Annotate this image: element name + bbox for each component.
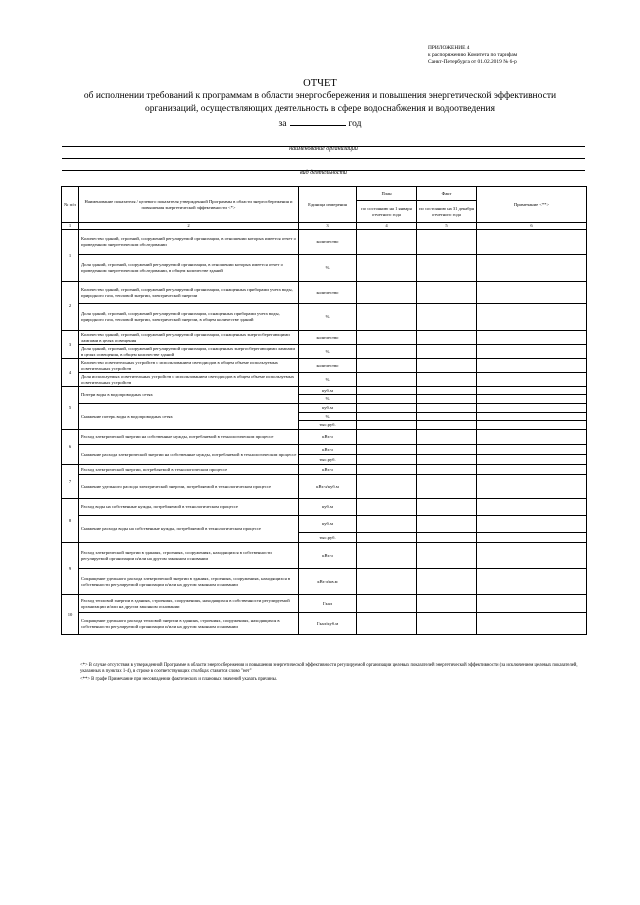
year-prefix: за [278, 119, 287, 129]
table-row [62, 613, 587, 635]
footnote-2: <**> В графе Примечание при несовпадении фактических и плановых значений указать причины. [80, 676, 277, 682]
fact-cell[interactable] [417, 345, 477, 359]
fact-cell[interactable] [417, 516, 477, 533]
note-cell[interactable] [477, 395, 587, 404]
indicator-name: Расход тепловой энергии в зданиях, строениях, сооружениях, находящихся в собственности регулируемой организации и/или на другом законном основании [79, 595, 299, 613]
plan-cell[interactable] [357, 282, 417, 304]
plan-cell[interactable] [357, 404, 417, 413]
table-row [62, 404, 587, 413]
fact-cell[interactable] [417, 445, 477, 455]
fact-cell[interactable] [417, 359, 477, 373]
table-row [62, 430, 587, 445]
row-number: 3 [62, 331, 79, 359]
table-row [62, 569, 587, 595]
table-row [62, 543, 587, 569]
indicator-name: Количество зданий, строений, сооружений регулируемой организации, в отношении которых имеется отчет о проведенном энергетическом обследовании [79, 230, 299, 255]
row-number: 7 [62, 465, 79, 499]
header-num: № п/п [62, 187, 79, 223]
table-row [62, 445, 587, 455]
note-cell[interactable] [477, 499, 587, 516]
row-number: 5 [62, 387, 79, 430]
plan-cell[interactable] [357, 569, 417, 595]
table-row [62, 345, 587, 359]
note-cell[interactable] [477, 255, 587, 282]
plan-cell[interactable] [357, 516, 417, 533]
plan-cell[interactable] [357, 359, 417, 373]
indicator-name: Расход воды на собственные нужды, потребляемой в технологическом процессе [79, 499, 299, 516]
row-number: 9 [62, 543, 79, 595]
appendix-date: Санкт-Петербурга от 01.02.2019 № 6-р [428, 59, 517, 66]
indicator-name: Снижение расхода электрической энергии на собственные нужды, потребляемой в технологическом процессе [79, 445, 299, 465]
unit-cell: % [299, 373, 357, 387]
plan-cell[interactable] [357, 230, 417, 255]
fact-cell[interactable] [417, 404, 477, 413]
note-cell[interactable] [477, 404, 587, 413]
fact-cell[interactable] [417, 255, 477, 282]
plan-cell[interactable] [357, 455, 417, 465]
fact-cell[interactable] [417, 387, 477, 395]
fact-cell[interactable] [417, 230, 477, 255]
fact-cell[interactable] [417, 569, 477, 595]
unit-cell: куб.м [299, 404, 357, 413]
plan-cell[interactable] [357, 304, 417, 331]
appendix-block [428, 45, 628, 67]
report-title: ОТЧЕТ [303, 78, 337, 89]
table-row [62, 373, 587, 387]
indicator-name: Снижение потерь воды в водопроводных сетях [79, 404, 299, 430]
table-row [62, 230, 587, 255]
indicator-name: Доля зданий, строений, сооружений регулируемой организации, в отношении которых имеется отчет о проведенном энергетическом обследовании, в общем количестве зданий [79, 255, 299, 282]
table-body [62, 230, 587, 635]
note-cell[interactable] [477, 230, 587, 255]
report-year [0, 117, 640, 129]
plan-cell[interactable] [357, 373, 417, 387]
note-cell[interactable] [477, 359, 587, 373]
note-cell[interactable] [477, 304, 587, 331]
unit-cell: кВт.ч/куб.м [299, 475, 357, 499]
table-row [62, 255, 587, 282]
plan-cell[interactable] [357, 613, 417, 635]
indicator-name: Количество осветительных устройств с использованием светодиодов в общем объеме используемых осветительных устройств [79, 359, 299, 373]
note-cell[interactable] [477, 516, 587, 533]
unit-cell: кВт.ч [299, 445, 357, 455]
table-row [62, 465, 587, 475]
plan-cell[interactable] [357, 475, 417, 499]
colnum-6: 6 [477, 223, 587, 230]
plan-cell[interactable] [357, 387, 417, 395]
fact-cell[interactable] [417, 430, 477, 445]
indicator-name: Количество зданий, строений, сооружений регулируемой организации, оснащенных энергосберегающими лампами в целях освещения [79, 331, 299, 345]
table-row [62, 359, 587, 373]
note-cell[interactable] [477, 613, 587, 635]
note-cell[interactable] [477, 543, 587, 569]
header-name: Наименование показателя / целевого показателя утвержденной Программы в области энергосбережения и повышения энергетической эффективности <*> [79, 187, 299, 223]
indicator-name: Расход электрической энергии, потребляемой в технологическом процессе [79, 465, 299, 475]
unit-cell: кВт.ч [299, 465, 357, 475]
indicator-name: Сокращение удельного расхода электрической энергии в зданиях, строениях, сооружениях, находящихся в собственности регулируемой организации и/или на другом законном основании [79, 569, 299, 595]
note-cell[interactable] [477, 569, 587, 595]
header-plan-sub: по состоянию на 1 января отчетного года [357, 201, 417, 223]
header-unit: Единица измерения [299, 187, 357, 223]
row-number: 2 [62, 282, 79, 331]
plan-cell[interactable] [357, 345, 417, 359]
report-subtitle-line1: об исполнении требований к программам в области энергосбережения и повышения энергетической эффективности [83, 91, 557, 101]
unit-cell: % [299, 345, 357, 359]
indicator-name: Расход электрической энергии в зданиях, строениях, сооружениях, находящихся в собственности регулируемой организации и/или на другом законном основании [79, 543, 299, 569]
fact-cell[interactable] [417, 421, 477, 430]
unit-cell: куб.м [299, 387, 357, 395]
row-number: 8 [62, 499, 79, 543]
table-row [62, 516, 587, 533]
note-cell[interactable] [477, 533, 587, 543]
unit-cell: % [299, 304, 357, 331]
plan-cell[interactable] [357, 421, 417, 430]
unit-cell: куб.м [299, 499, 357, 516]
fact-cell[interactable] [417, 613, 477, 635]
appendix-ref: к распоряжению Комитета по тарифам [428, 52, 518, 59]
table-row [62, 499, 587, 516]
plan-cell[interactable] [357, 499, 417, 516]
note-cell[interactable] [477, 421, 587, 430]
unit-cell: количество [299, 331, 357, 345]
note-cell[interactable] [477, 387, 587, 395]
row-number: 6 [62, 430, 79, 465]
org-extra-line [62, 158, 585, 159]
plan-cell[interactable] [357, 533, 417, 543]
note-cell[interactable] [477, 331, 587, 345]
fact-cell[interactable] [417, 282, 477, 304]
plan-cell[interactable] [357, 595, 417, 613]
fact-cell[interactable] [417, 595, 477, 613]
table-row [62, 595, 587, 613]
indicator-name: Доля зданий, строений, сооружений регулируемой организации, оснащенных энергосберегающими лампами в целях освещения, в общем количестве зданий [79, 345, 299, 359]
fact-cell[interactable] [417, 304, 477, 331]
fact-cell[interactable] [417, 373, 477, 387]
unit-cell: % [299, 395, 357, 404]
plan-cell[interactable] [357, 465, 417, 475]
unit-cell: куб.м [299, 516, 357, 533]
unit-cell: % [299, 255, 357, 282]
note-cell[interactable] [477, 282, 587, 304]
indicator-name: Количество зданий, строений, сооружений регулируемой организации, оснащенных приборами учета воды, природного газа, тепловой энергии, электрической энергии [79, 282, 299, 304]
header-note: Примечание <**> [477, 187, 587, 223]
colnum-5: 5 [417, 223, 477, 230]
table-row [62, 304, 587, 331]
footnotes [80, 663, 580, 684]
header-fact: Факт [417, 187, 477, 201]
note-cell[interactable] [477, 430, 587, 445]
unit-cell: количество [299, 230, 357, 255]
unit-cell: тыс.руб. [299, 533, 357, 543]
report-subtitle-line2: организаций, осуществляющих деятельность в сфере водоснабжения и водоотведения [145, 104, 495, 114]
note-cell[interactable] [477, 455, 587, 465]
fact-cell[interactable] [417, 475, 477, 499]
plan-cell[interactable] [357, 331, 417, 345]
row-number: 1 [62, 230, 79, 282]
table-row [62, 475, 587, 499]
unit-cell: Гкал [299, 595, 357, 613]
fact-cell[interactable] [417, 455, 477, 465]
org-name-caption: наименование организации [289, 146, 358, 152]
fact-cell[interactable] [417, 331, 477, 345]
unit-cell: количество [299, 359, 357, 373]
indicator-name: Доля зданий, строений, сооружений регулируемой организации, оснащенных приборами учета воды, природного газа, тепловой энергии, электрической энергии, в общем количестве зданий [79, 304, 299, 331]
fact-cell[interactable] [417, 413, 477, 421]
year-blank [290, 117, 346, 126]
colnum-1: 1 [62, 223, 79, 230]
appendix-title: ПРИЛОЖЕНИЕ 4 [428, 45, 470, 51]
note-cell[interactable] [477, 475, 587, 499]
plan-cell[interactable] [357, 413, 417, 421]
plan-cell[interactable] [357, 395, 417, 404]
unit-cell: кВт.ч [299, 430, 357, 445]
indicator-name: Потери воды в водопроводных сетях [79, 387, 299, 404]
row-number: 4 [62, 359, 79, 387]
note-cell[interactable] [477, 445, 587, 455]
note-cell[interactable] [477, 465, 587, 475]
header-fact-sub: по состоянию на 31 декабря отчетного года [417, 201, 477, 223]
indicator-name: Снижение удельного расхода электрической энергии, потребляемой в технологическом процессе [79, 475, 299, 499]
plan-cell[interactable] [357, 543, 417, 569]
indicator-name: Доля используемых осветительных устройств с использованием светодиодов в общем объеме используемых осветительных устройств [79, 373, 299, 387]
plan-cell[interactable] [357, 445, 417, 455]
fact-cell[interactable] [417, 395, 477, 404]
unit-cell: количество [299, 282, 357, 304]
note-cell[interactable] [477, 345, 587, 359]
colnum-4: 4 [357, 223, 417, 230]
year-suffix: год [348, 119, 362, 129]
unit-cell: кВт.ч [299, 543, 357, 569]
plan-cell[interactable] [357, 255, 417, 282]
plan-cell[interactable] [357, 430, 417, 445]
footnote-1: <*> В случае отсутствия в утвержденной Программе в области энергосбережения и повышения энергетической эффективности регулируемой организации целевых показателей энергетической эффективности (за исключением целевых показателей, указанных в пунктах 1-4), в строке в соответствующих столбцах ставится слово "нет" [80, 663, 578, 675]
colnum-2: 2 [79, 223, 299, 230]
indicator-name: Расход электрической энергии на собственные нужды, потребляемой в технологическом процессе [79, 430, 299, 445]
indicator-name: Снижение расхода воды на собственные нужды, потребляемой в технологическом процессе [79, 516, 299, 543]
table-row [62, 331, 587, 345]
note-cell[interactable] [477, 373, 587, 387]
table-row [62, 387, 587, 395]
row-number: 10 [62, 595, 79, 635]
unit-cell: тыс.руб. [299, 421, 357, 430]
note-cell[interactable] [477, 413, 587, 421]
report-table [61, 186, 587, 635]
unit-cell: кВт.ч/кв.м [299, 569, 357, 595]
fact-cell[interactable] [417, 543, 477, 569]
fact-cell[interactable] [417, 499, 477, 516]
activity-caption: вид деятельности [300, 170, 347, 176]
indicator-name: Сокращение удельного расхода тепловой энергии в зданиях, строениях, сооружениях, находящихся в собственности регулируемой организации и/или на другом законном основании [79, 613, 299, 635]
table-row [62, 282, 587, 304]
fact-cell[interactable] [417, 465, 477, 475]
note-cell[interactable] [477, 595, 587, 613]
unit-cell: Гкал/куб.м [299, 613, 357, 635]
fact-cell[interactable] [417, 533, 477, 543]
header-plan: План [357, 187, 417, 201]
unit-cell: тыс.руб. [299, 455, 357, 465]
unit-cell: % [299, 413, 357, 421]
colnum-3: 3 [299, 223, 357, 230]
